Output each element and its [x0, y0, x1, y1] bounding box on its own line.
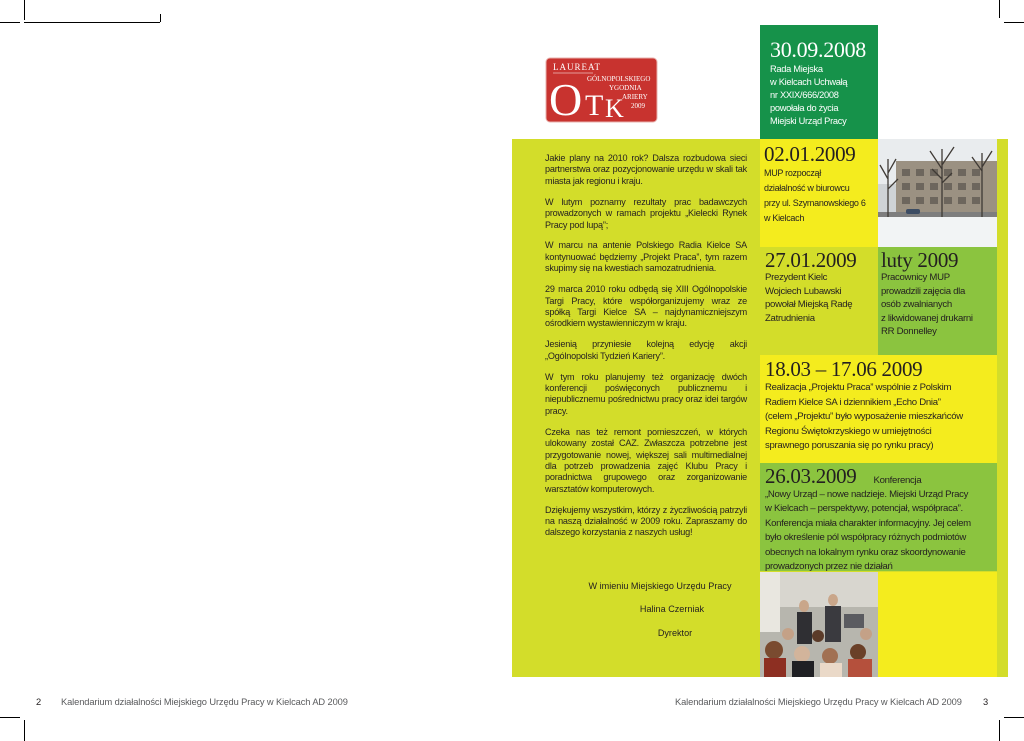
event-label: Konferencja — [873, 475, 922, 486]
event-line: Regionu Świętokrzyskiego w umiejętności — [765, 425, 932, 437]
signature-line: W imieniu Miejskiego Urzędu Pracy — [588, 581, 732, 591]
signature-title: Dyrektor — [657, 628, 693, 638]
event-line: w Kielcach – perspektywy, potencjał, współpraca”. — [765, 503, 963, 514]
crop-mark — [24, 0, 25, 20]
event-box-2009-01-02 — [760, 139, 878, 247]
laureat-otk-logo — [545, 57, 658, 123]
letter-body — [545, 153, 747, 548]
event-line: Wojciech Lubawski — [765, 285, 842, 297]
event-box-2009-03-26 — [760, 463, 997, 571]
paragraph: Jesienią przyniesie kolejną edycję akcji „Ogólnopolski Tydzień Kariery”. — [545, 339, 747, 361]
svg-text:T: T — [585, 89, 604, 122]
event-line: Realizacja „Projektu Praca” wspólnie z Polskim — [765, 382, 952, 393]
svg-text:ARIERY: ARIERY — [622, 93, 648, 101]
event-line: z likwidowanej drukarni — [881, 312, 973, 324]
event-line: sprawnego poruszania się po rynku pracy) — [765, 440, 934, 451]
event-line: MUP rozpoczął — [764, 168, 821, 178]
event-description — [764, 166, 878, 226]
event-line: obecnych na lokalnym rynku oraz skoordynowanie — [765, 546, 966, 558]
crop-mark — [999, 0, 1000, 18]
svg-text:LAUREAT: LAUREAT — [553, 62, 601, 72]
paragraph: Dziękujemy wszystkim, którzy z życzliwością patrzyli na naszą działalność w 2009 roku. Zapraszamy do dalszego korzystania z naszych usług! — [545, 504, 747, 538]
crop-mark — [160, 14, 161, 22]
paragraph: W marcu na antenie Polskiego Radia Kielce SA kontynuować będziemy „Projekt Praca”, tym razem skupimy się na kwestiach samozatrudnienia. — [545, 240, 747, 274]
event-line: prowadzonych przez nie działań — [765, 561, 893, 572]
event-line: RR Donnelley — [881, 326, 937, 337]
event-line: Prezydent Kielc — [765, 272, 828, 283]
event-description — [765, 381, 997, 454]
event-line: Zatrudnienia — [765, 312, 815, 324]
event-box-2008-09-30 — [760, 25, 878, 139]
crop-mark — [24, 22, 160, 23]
paragraph: 29 marca 2010 roku odbędą się XIII Ogólnopolskie Targi Pracy, które współorganizujemy wraz ze spółką Targi Kielce SA – najdynamiczniejszym ośrodkiem wystawienniczym w kraju. — [545, 284, 747, 329]
crop-mark — [999, 720, 1000, 741]
event-description — [770, 63, 878, 128]
footer-title-left: Kalendarium działalności Miejskiego Urzędu Pracy w Kielcach AD 2009 — [61, 697, 348, 707]
event-line: prowadzili zajęcia dla — [881, 285, 966, 297]
event-line: było określenie pól współpracy różnych podmiotów — [765, 532, 967, 543]
event-box-2009-03-18 — [760, 355, 997, 463]
building-photo — [878, 139, 997, 247]
event-line: Konferencja miała charakter informacyjny. Jej celem — [765, 517, 971, 529]
page-number-right: 3 — [983, 697, 989, 707]
event-date: 26.03.2009 — [765, 464, 857, 488]
event-line: Miejski Urząd Pracy — [770, 116, 847, 126]
paragraph: W tym roku planujemy też organizację dwóch konferencji poświęconych publicznemu i niepublicznemu pośrednictwu pracy oraz idei targów pracy. — [545, 371, 747, 416]
svg-text:GÓLNOPOLSKIEGO: GÓLNOPOLSKIEGO — [587, 75, 651, 83]
event-line: Rada Miejska — [770, 64, 823, 74]
paragraph: W lutym poznamy rezultaty prac badawczych prowadzonych w ramach projektu „Kielecki Rynek Pracy pod lupą”; — [545, 196, 747, 230]
event-date: luty 2009 — [881, 248, 959, 272]
event-line: Radiem Kielce SA i dziennikiem „Echo Dnia” — [765, 396, 941, 408]
svg-text:YGODNIA: YGODNIA — [609, 84, 642, 92]
event-date: 30.09.2008 — [770, 37, 867, 62]
crop-mark — [0, 22, 20, 23]
event-line: powołała do życia — [770, 103, 839, 113]
event-description — [881, 271, 997, 339]
event-line: działalność w biurowcu — [764, 183, 850, 193]
svg-text:O: O — [549, 74, 583, 123]
crop-mark — [24, 720, 25, 741]
crop-mark — [1004, 717, 1024, 718]
event-box-2009-02 — [878, 247, 997, 355]
event-line: Pracownicy MUP — [881, 272, 950, 283]
event-line: (celem „Projektu” było wyposażenie mieszkańców — [765, 411, 963, 422]
page-number-left: 2 — [36, 697, 42, 707]
event-line: w Kielcach Uchwałą — [770, 77, 848, 87]
event-date: 27.01.2009 — [765, 248, 857, 272]
event-date: 18.03 – 17.06 2009 — [765, 357, 923, 381]
signature-name: Halina Czerniak — [639, 604, 705, 614]
event-header — [765, 465, 997, 488]
event-line: osób zwalnianych — [881, 299, 952, 310]
event-box-2009-01-27 — [760, 247, 878, 355]
paragraph: Czeka nas też remont pomieszczeń, w których ulokowany został CAZ. Zwłaszcza potrzebne jest przygotowanie nowej, większej sali multimedialnej dla potrzeb prowadzenia zajęć Klubu Pracy i poradnictwa grupowego oraz zorganizowanie warsztatów komputerowych. — [545, 426, 747, 494]
svg-text:2009: 2009 — [631, 102, 645, 110]
event-date: 02.01.2009 — [764, 142, 856, 166]
paragraph: Jakie plany na 2010 rok? Dalsza rozbudowa sieci partnerstwa oraz pozycjonowanie urzędu w skali tak miasta jak regionu i kraju. — [545, 153, 747, 186]
conference-photo — [760, 572, 878, 677]
crop-mark — [0, 717, 20, 718]
color-block — [878, 572, 997, 677]
event-line: nr XXIX/666/2008 — [770, 90, 839, 100]
event-line: powołał Miejską Radę — [765, 299, 853, 310]
crop-mark — [1004, 22, 1024, 23]
svg-text:K: K — [605, 94, 624, 123]
event-line: w Kielcach — [764, 213, 805, 223]
footer-title-right: Kalendarium działalności Miejskiego Urzędu Pracy w Kielcach AD 2009 — [675, 697, 962, 707]
event-line: „Nowy Urząd – nowe nadzieje. Miejski Urząd Pracy — [765, 488, 969, 500]
event-line: przy ul. Szymanowskiego 6 — [764, 198, 866, 208]
event-description — [765, 271, 878, 325]
event-description — [765, 488, 997, 575]
